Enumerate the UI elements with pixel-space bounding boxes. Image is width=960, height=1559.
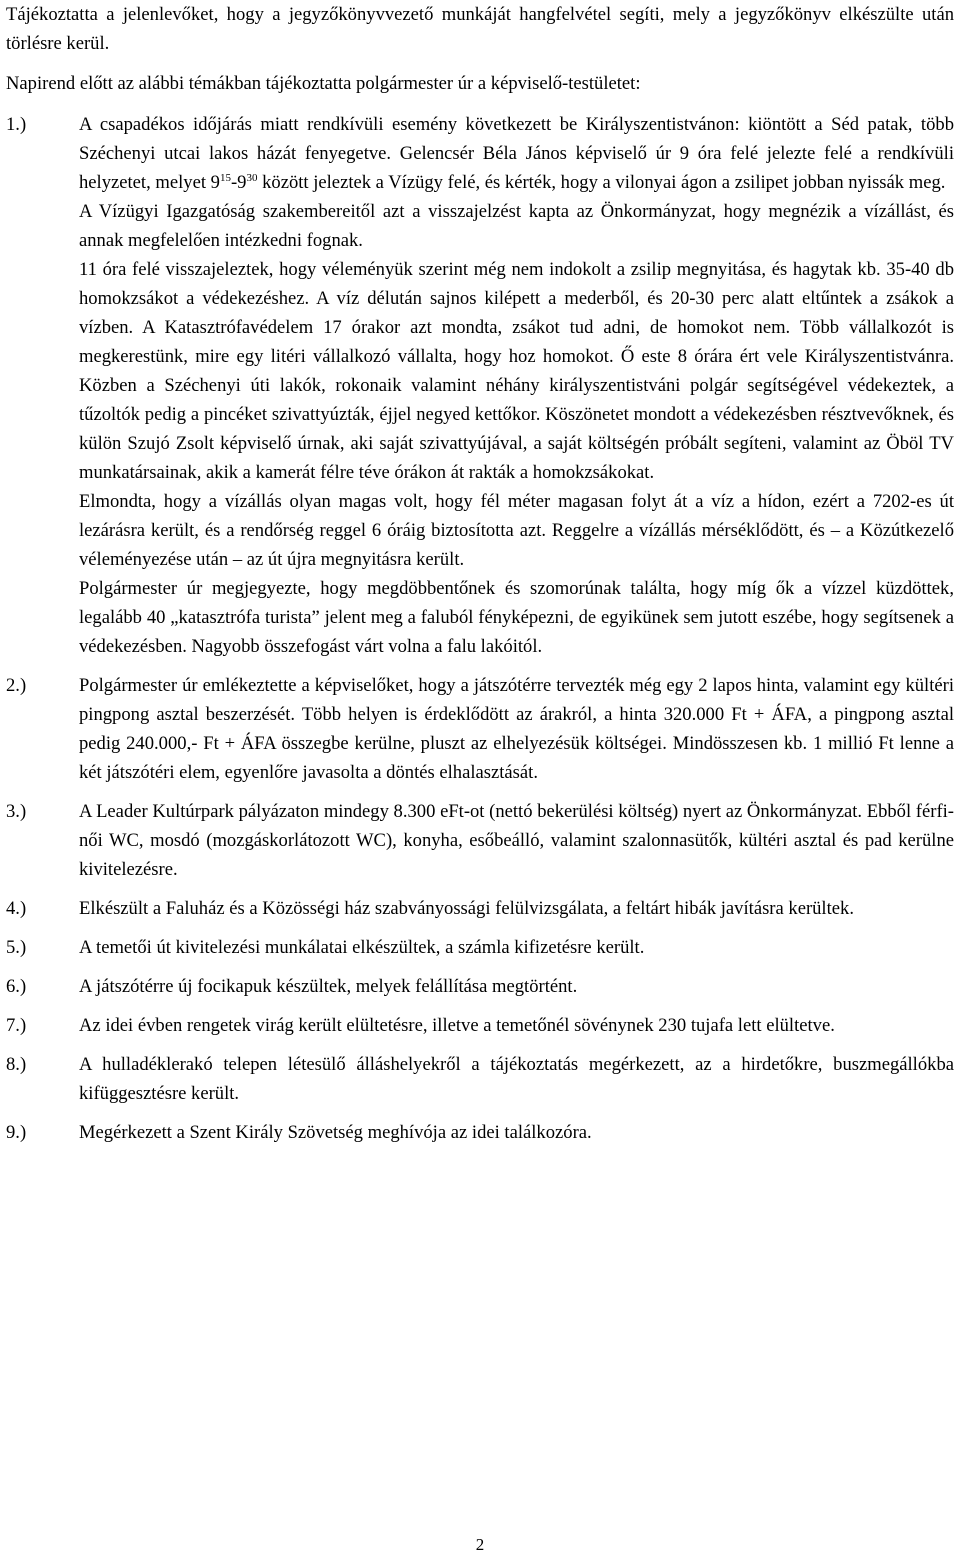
item-paragraph: A Vízügyi Igazgatóság szakembereitől azt a visszajelzést kapta az Önkormányzat, hogy megnézik a vízállást, és annak megfelelően intézkedni fognak. — [79, 201, 954, 251]
item-paragraph: Az idei évben rengetek virág került elültetésre, illetve a temetőnél sövénynek 230 tujafa lett elültetve. — [79, 1015, 835, 1036]
list-item — [6, 110, 954, 661]
list-item — [6, 894, 954, 923]
item-number: 9.) — [6, 1122, 27, 1143]
agenda-intro: Napirend előtt az alábbi témákban tájékoztatta polgármester úr a képviselő-testületet: — [6, 73, 641, 94]
item-paragraph: A hulladéklerakó telepen létesülő álláshelyekről a tájékoztatás megérkezett, az a hirdetőkre, buszmegállókba kifüggesztésre került. — [79, 1054, 954, 1104]
list-item — [6, 1011, 954, 1040]
item-paragraph: Elkészült a Faluház és a Közösségi ház szabványossági felülvizsgálata, a feltárt hibák javításra kerültek. — [79, 898, 854, 919]
list-item — [6, 1050, 954, 1108]
item-number: 6.) — [6, 976, 27, 997]
list-item — [6, 797, 954, 884]
item-paragraph: 11 óra felé visszajeleztek, hogy véleményük szerint még nem indokolt a zsilip megnyitása, és hagytak kb. 35-40 db homokzsákot a védekezéshez. A víz délután sajnos kilépett a mederből, és 20-30 perc alatt eltűntek a zsákok a vízben. A Katasztrófavédelem 17 órakor azt mondta, zsákot tud adni, de homokot nem. Több vállalkozót is megkerestünk, mire egy litéri vállalkozó vállalta, hogy hoz homokot. Ő este 8 órára ért vele Királyszentistvánra. Közben a Széchenyi úti lakók, rokonaik valamint néhány királyszentistváni polgár segítségével védekeztek, a tűzoltók pedig a pincéket szivattyúzták, éjjel negyed kettőkor. Köszönetet mondott a védekezésben résztvevőknek, és külön Szujó Zsolt képviselő úrnak, aki saját szivattyújával, a saját költségén próbált segíteni, valamint az Öböl TV munkatársainak, akik a kamerát félre téve órákon át rakták a homokzsákokat. — [79, 259, 954, 483]
item-paragraph: A Leader Kultúrpark pályázaton mindegy 8.300 eFt-ot (nettó bekerülési költség) nyert az Önkormányzat. Ebből férfi-női WC, mosdó (mozgáskorlátozott WC), konyha, esőbeálló, valamint szalonnasütők, kültéri asztal és pad kerülne kivitelezésre. — [79, 801, 954, 880]
item-paragraph: Megérkezett a Szent Király Szövetség meghívója az idei találkozóra. — [79, 1122, 592, 1143]
intro-paragraph: Tájékoztatta a jelenlevőket, hogy a jegyzőkönyvvezető munkáját hangfelvétel segíti, mely a jegyzőkönyv elkészülte után törlésre kerül. — [6, 4, 954, 54]
item-paragraph: Polgármester úr emlékeztette a képviselőket, hogy a játszótérre tervezték még egy 2 lapos hinta, valamint egy kültéri pingpong asztal beszerzését. Több helyen is érdeklődött az árakról, a hinta 320.000 Ft + ÁFA, a pingpong asztal pedig 240.000,- Ft + ÁFA összegbe kerülne, pluszt az elhelyezésük költségei. Mindösszesen kb. 1 millió Ft lenne a két játszótéri elem, egyenlőre javasolta a döntés elhalasztását. — [79, 675, 954, 783]
item-paragraph: Elmondta, hogy a vízállás olyan magas volt, hogy fél méter magasan folyt át a víz a hídon, ezért a 7202-es út lezárásra került, és a rendőrség reggel 6 óráig biztosította azt. Reggelre a vízállás mérséklődött, és – a Közútkezelő véleményezése után – az út újra megnyitásra került. — [79, 491, 954, 570]
list-item — [6, 1118, 954, 1147]
item-number: 1.) — [6, 114, 27, 135]
document-page — [6, 0, 954, 1157]
item-number: 3.) — [6, 801, 27, 822]
item-number: 7.) — [6, 1015, 27, 1036]
page-number: 2 — [475, 1535, 485, 1554]
list-item — [6, 972, 954, 1001]
item-paragraph: Polgármester úr megjegyezte, hogy megdöbbentőnek és szomorúnak találta, hogy míg ők a vízzel küzdöttek, legalább 40 „katasztrófa turista” jelent meg a faluból fényképezni, de egyikünek sem jutott eszébe, hogy segítsenek a védekezésben. Nagyobb összefogást várt volna a falu lakóitól. — [79, 578, 954, 657]
item-number: 4.) — [6, 898, 27, 919]
item-paragraph: A csapadékos időjárás miatt rendkívüli esemény következett be Királyszentistvánon: kiöntött a Séd patak, több Széchenyi utcai lakos házát fenyegetve. Gelencsér Béla János képviselő úr 9 óra felé jelezte felé a rendkívüli helyzetet, melyet $9^{15}-9^{30}$ között jeleztek a Vízügy felé, és kérték, hogy a vilonyai ágon a zsilipet jobban nyissák meg. — [79, 114, 954, 193]
item-paragraph: A temetői út kivitelezési munkálatai elkészültek, a számla kifizetésre került. — [79, 937, 645, 958]
item-number: 8.) — [6, 1054, 27, 1075]
item-number: 2.) — [6, 675, 27, 696]
superscript: 15 — [219, 172, 231, 184]
item-paragraph: A játszótérre új focikapuk készültek, melyek felállítása megtörtént. — [79, 976, 578, 997]
list-item — [6, 671, 954, 787]
list-item — [6, 933, 954, 962]
item-number: 5.) — [6, 937, 27, 958]
superscript: 30 — [246, 172, 258, 184]
